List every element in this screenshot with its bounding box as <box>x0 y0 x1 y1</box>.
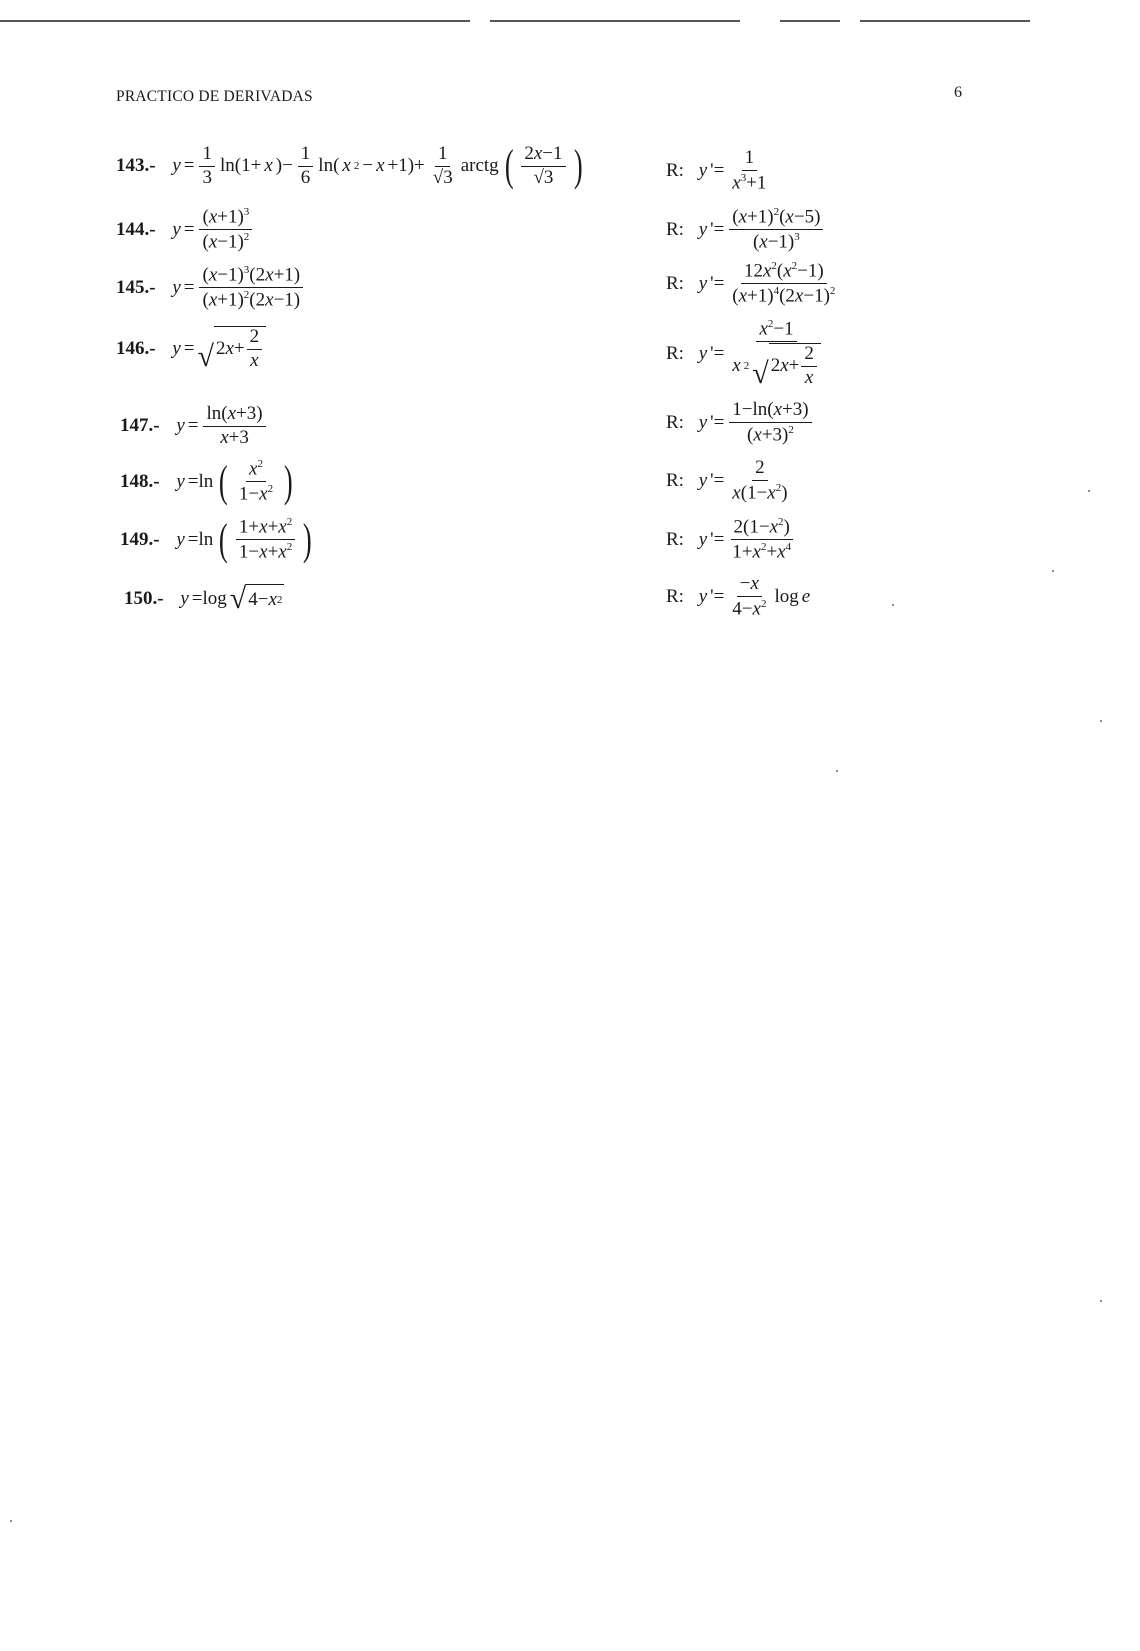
answer-144 <box>666 206 825 253</box>
page-number: 6 <box>954 84 962 101</box>
problem-145 <box>116 264 305 311</box>
scan-speck <box>1088 490 1090 492</box>
answer-expression: y '= 2 $x(1-x^2)$ <box>698 457 788 504</box>
problem-expression: y =log √ 4− x 2 <box>180 582 283 615</box>
problem-expression: y = √ 2 x + 2 x <box>172 326 266 372</box>
scan-speck <box>1100 1300 1102 1302</box>
answer-143 <box>666 148 771 194</box>
answer-tag: R: <box>666 272 684 294</box>
problem-144 <box>116 206 254 253</box>
answer-150 <box>666 574 810 620</box>
scan-line <box>860 20 1030 22</box>
scan-speck <box>1100 720 1102 722</box>
problem-expression: y = 1 3 ln(1+ x )− 1 6 ln( x 2 − x +1)+ 1 √3 arctg ( 2x−1 √3 ) <box>172 141 583 191</box>
answer-expression: y '= $2(1-x^2)$ $1+x^2+x^4$ <box>698 516 792 563</box>
answer-expression: y '= 1−ln(x+3) $(x+3)^2$ <box>699 400 814 446</box>
answer-tag: R: <box>666 470 684 492</box>
answer-tag: R: <box>666 412 684 434</box>
problem-expression: y = $(x+1)^3$ $(x-1)^2$ <box>172 206 254 253</box>
page-header-title: PRACTICO DE DERIVADAS <box>116 88 313 105</box>
problem-148 <box>120 458 296 505</box>
answer-146 <box>666 318 826 389</box>
answer-147 <box>666 400 814 446</box>
answer-expression: y '= 1 $x^3+1$ <box>698 147 767 194</box>
answer-expression: y '= $12x^2(x^2-1)$ $(x+1)^4(2x-1)^2$ <box>698 260 836 307</box>
answer-149 <box>666 516 796 563</box>
answer-tag: R: <box>666 528 684 550</box>
problem-expression: y =ln ( $1+x+x^2$ $1-x+x^2$ ) <box>176 514 312 564</box>
problem-expression: y = ln(x+3) x+3 <box>176 404 267 449</box>
problem-number: 146.- <box>116 337 156 359</box>
problem-number: 143.- <box>116 155 156 177</box>
problem-number: 144.- <box>116 218 156 240</box>
scan-speck <box>10 1520 12 1522</box>
problem-number: 147.- <box>120 415 160 437</box>
answer-expression: y '= $x^2-1$ x 2 √ 2 x + 2 x <box>699 318 826 389</box>
scan-line <box>780 20 840 22</box>
problem-147 <box>120 404 268 449</box>
scan-line <box>490 20 740 22</box>
answer-tag: R: <box>666 342 684 364</box>
problem-number: 149.- <box>120 528 160 550</box>
answer-expression: y '= $(x+1)^2(x-5)$ $(x-1)^3$ <box>699 206 826 253</box>
scan-line <box>0 20 470 22</box>
problem-number: 145.- <box>116 276 156 298</box>
problem-150 <box>124 584 284 614</box>
answer-expression: y '= −x $4-x^2$ log e <box>698 573 811 620</box>
answer-tag: R: <box>666 586 684 608</box>
answer-tag: R: <box>666 160 684 182</box>
problem-expression: y = $(x-1)^3(2x+1)$ $(x+1)^2(2x-1)$ <box>172 264 305 311</box>
problem-number: 148.- <box>120 470 160 492</box>
answer-tag: R: <box>666 218 684 240</box>
scan-speck <box>1052 570 1054 572</box>
problem-143 <box>116 141 585 191</box>
problem-146 <box>116 326 266 372</box>
scan-speck <box>836 770 838 772</box>
problem-number: 150.- <box>124 588 164 609</box>
problem-149 <box>120 516 315 563</box>
answer-148 <box>666 458 793 504</box>
scan-speck <box>892 604 894 606</box>
problem-expression: y =ln ( $x^2$ $1-x^2$ ) <box>176 456 293 506</box>
answer-145 <box>666 260 840 307</box>
